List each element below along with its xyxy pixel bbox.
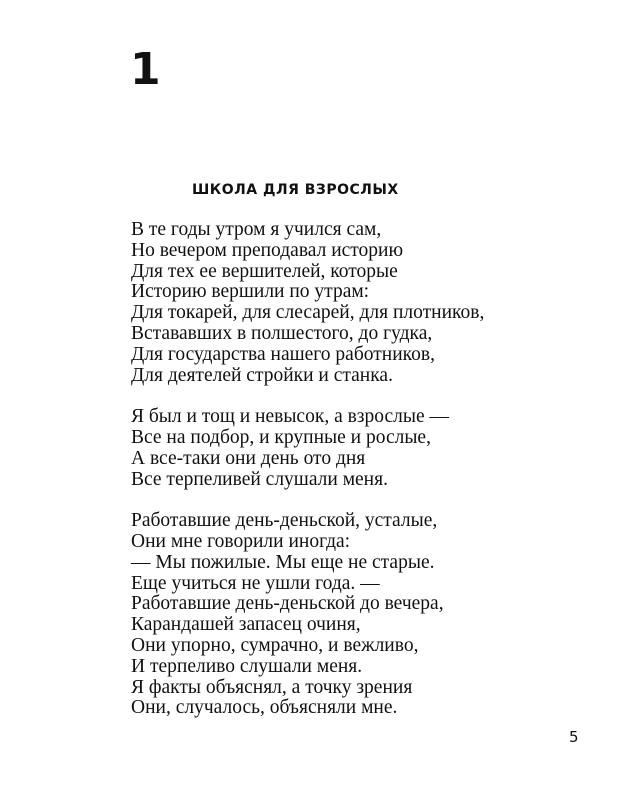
poem-line: — Мы пожилые. Мы еще не старые.	[131, 551, 435, 573]
poem-body	[131, 220, 601, 719]
poem-line: Я был и тощ и невысок, а взрослые —	[131, 406, 450, 428]
stanza-1	[131, 220, 601, 386]
poem-line: Работавшие день-деньской, усталые,	[131, 510, 438, 532]
poem-line: Они мне говорили иногда:	[131, 530, 351, 552]
poem-line: А все-таки они день ото дня	[131, 447, 366, 469]
section-number: 1	[130, 44, 161, 95]
poem-line: Историю вершили по утрам:	[131, 281, 370, 303]
page-number: 5	[569, 728, 579, 746]
poem-title: ШКОЛА ДЛЯ ВЗРОСЛЫХ	[192, 182, 399, 198]
stanza-2	[131, 407, 601, 490]
poem-line: И терпеливо слушали меня.	[131, 655, 363, 677]
poem-line: Встававших в полшестого, до гудка,	[131, 322, 433, 344]
poem-line: Все на подбор, и крупные и рослые,	[131, 426, 431, 448]
poem-line: Карандашей запасец очиня,	[131, 614, 361, 636]
poem-line: Для деятелей стройки и станка.	[131, 364, 393, 386]
poem-line: Все терпеливей слушали меня.	[131, 468, 388, 490]
poem-line: Для токарей, для слесарей, для плотников,	[131, 302, 485, 324]
poem-line: Еще учиться не ушли года. —	[131, 572, 380, 594]
poem-line: Для государства нашего работников,	[131, 343, 435, 365]
poem-line: Работавшие день-деньской до вечера,	[131, 593, 444, 615]
poem-line: Но вечером преподавал историю	[131, 239, 404, 261]
poem-line: Они, случалось, объясняли мне.	[131, 697, 398, 719]
poem-line: В те годы утром я учился сам,	[131, 219, 382, 240]
poem-line: Для тех ее вершителей, которые	[131, 260, 398, 282]
poem-line: Я факты объяснял, а точку зрения	[131, 676, 413, 698]
stanza-3	[131, 511, 601, 719]
poem-line: Они упорно, сумрачно, и вежливо,	[131, 634, 419, 656]
